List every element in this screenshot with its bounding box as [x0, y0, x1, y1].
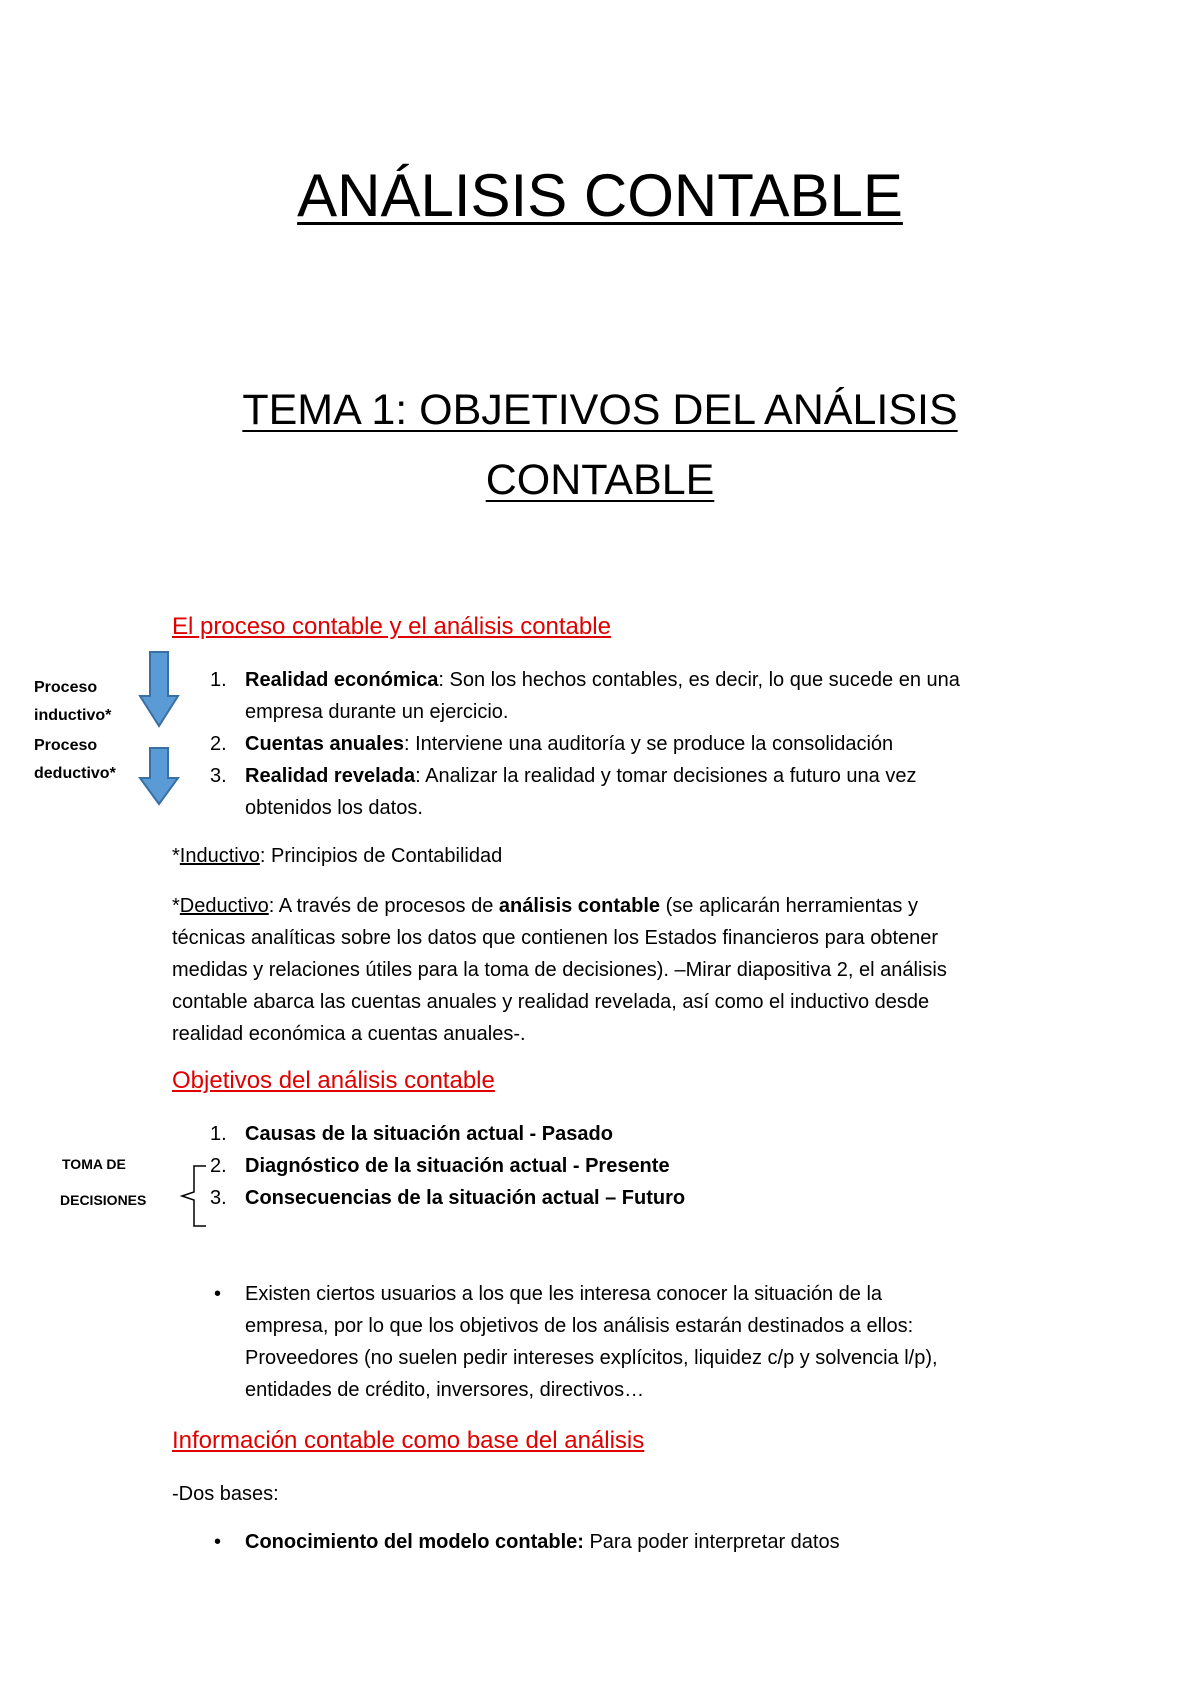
note-line: técnicas analíticas sobre los datos que contienen los Estados financieros para obtener	[172, 927, 939, 949]
label-toma-decisiones	[62, 1154, 126, 1174]
bullet-text: Para poder interpretar datos	[583, 1531, 840, 1553]
note-line: medidas y relaciones útiles para la toma de decisiones). –Mirar diapositiva 2, el análisis	[172, 959, 947, 981]
list-item	[200, 760, 1060, 824]
list-item-text-cont: empresa durante un ejercicio.	[245, 701, 509, 723]
bullet-line: entidades de crédito, inversores, directivos…	[245, 1379, 645, 1401]
list-item	[200, 1278, 1060, 1406]
list-item-text: Diagnóstico de la situación actual - Presente	[245, 1155, 670, 1177]
note-line: contable abarca las cuentas anuales y realidad revelada, así como el inductivo desde	[172, 991, 930, 1013]
list-item-number: 3.	[210, 1187, 227, 1209]
label-proceso-deductivo	[34, 732, 116, 788]
label-proceso-inductivo-line2: inductivo*	[34, 707, 112, 724]
note-text: : A través de procesos de	[268, 895, 499, 917]
section-heading-informacion: Información contable como base del análisis	[172, 1427, 645, 1454]
list-item-text: Causas de la situación actual - Pasado	[245, 1123, 613, 1145]
document-title: ANÁLISIS CONTABLE	[297, 162, 903, 229]
list-item	[200, 728, 1060, 760]
topic-title-line1: TEMA 1: OBJETIVOS DEL ANÁLISIS	[242, 386, 958, 434]
bases-bullet-list	[200, 1526, 1060, 1558]
usuarios-bullet-list	[200, 1278, 1060, 1406]
list-item-text: : Son los hechos contables, es decir, lo que sucede en una	[438, 669, 960, 691]
list-item	[200, 1118, 1060, 1150]
list-item-term: Cuentas anuales	[245, 733, 404, 755]
note-star: *	[172, 895, 180, 917]
topic-title	[0, 375, 1200, 515]
note-star: *	[172, 845, 180, 867]
bullet-term: Conocimiento del modelo contable:	[245, 1531, 584, 1553]
label-toma-decisiones-line2: DECISIONES	[60, 1192, 147, 1208]
list-item-term: Realidad económica	[245, 669, 439, 691]
list-item-text: Consecuencias de la situación actual – Futuro	[245, 1187, 686, 1209]
label-proceso-inductivo-line1: Proceso	[34, 679, 98, 696]
section-heading-objetivos: Objetivos del análisis contable	[172, 1067, 495, 1094]
bullet-line: Existen ciertos usuarios a los que les interesa conocer la situación de la	[245, 1283, 883, 1305]
arrow-down-icon	[138, 650, 180, 730]
list-item	[200, 664, 1060, 728]
list-item-number: 3.	[210, 765, 227, 787]
list-item	[200, 1150, 1060, 1182]
list-item-number: 1.	[210, 669, 227, 691]
note-text: (se aplicarán herramientas y	[660, 895, 918, 917]
label-proceso-deductivo-line1: Proceso	[34, 737, 98, 754]
objetivos-list	[200, 1118, 1060, 1214]
list-item-text: : Interviene una auditoría y se produce la consolidación	[403, 733, 894, 755]
bullet-icon: •	[214, 1531, 222, 1553]
dos-bases-intro: -Dos bases:	[172, 1483, 279, 1505]
note-term: Deductivo	[179, 895, 269, 917]
bullet-line: empresa, por lo que los objetivos de los análisis estarán destinados a ellos:	[245, 1315, 914, 1337]
note-line: realidad económica a cuentas anuales-.	[172, 1023, 526, 1045]
list-item-term: Realidad revelada	[245, 765, 416, 787]
arrow-down-icon	[138, 746, 180, 808]
note-text: : Principios de Contabilidad	[259, 845, 503, 867]
list-item-text-cont: obtenidos los datos.	[245, 797, 423, 819]
proceso-list	[200, 664, 1060, 824]
bullet-line: Proveedores (no suelen pedir intereses explícitos, liquidez c/p y solvencia l/p),	[245, 1347, 938, 1369]
label-proceso-inductivo	[34, 674, 111, 730]
list-item-text: : Analizar la realidad y tomar decisiones a futuro una vez	[415, 765, 917, 787]
label-toma-decisiones-line1: TOMA DE	[62, 1156, 126, 1172]
list-item	[200, 1526, 1060, 1558]
note-inductivo	[172, 840, 1052, 872]
bullet-icon: •	[214, 1283, 222, 1305]
note-term: Inductivo	[179, 845, 260, 867]
list-item-number: 1.	[210, 1123, 227, 1145]
label-proceso-deductivo-line2: deductivo*	[34, 765, 116, 782]
label-decisiones	[60, 1190, 146, 1210]
list-item-number: 2.	[210, 1155, 227, 1177]
list-item	[200, 1182, 1060, 1214]
section-heading-proceso: El proceso contable y el análisis contable	[172, 613, 611, 640]
topic-title-line2: CONTABLE	[485, 456, 715, 504]
list-item-number: 2.	[210, 733, 227, 755]
note-bold-term: análisis contable	[498, 895, 661, 917]
note-deductivo	[172, 890, 1052, 1050]
